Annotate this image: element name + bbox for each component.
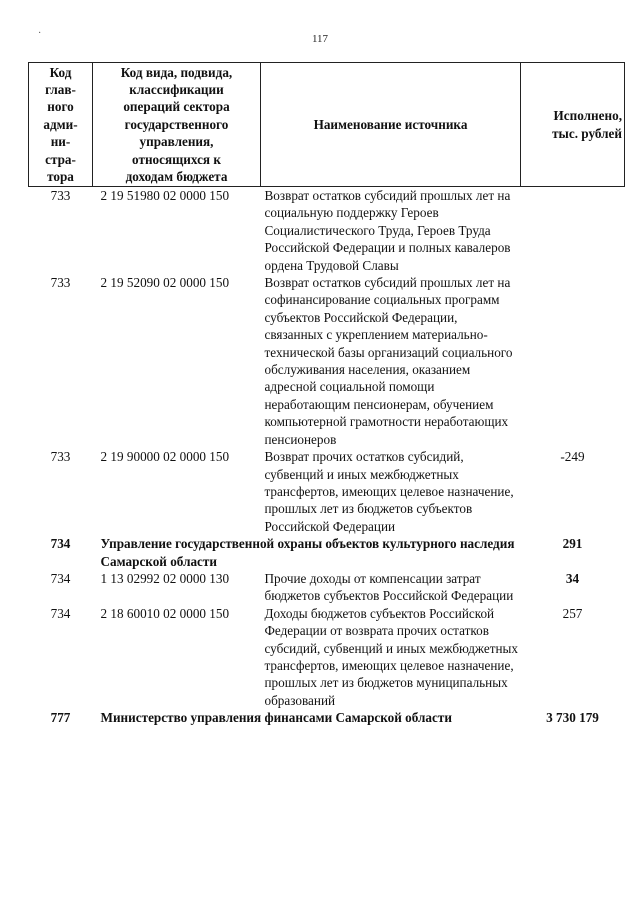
executed-value-cell <box>521 274 625 448</box>
table-row-group <box>29 709 625 726</box>
table-row-group <box>29 535 625 570</box>
admin-code-cell: 734 <box>50 536 71 552</box>
table-row <box>29 570 625 605</box>
kind-code-cell: 2 19 51980 02 0000 150 <box>100 188 230 203</box>
kind-code-cell: 2 19 52090 02 0000 150 <box>100 275 230 291</box>
executed-value-cell: 3 730 179 <box>546 710 599 726</box>
header-admin-code: Код глав- ного адми- ни- стра- тора <box>29 63 93 187</box>
executed-value-cell: 34 <box>565 570 580 586</box>
table-row <box>29 274 625 448</box>
admin-code-cell: 734 <box>50 570 71 586</box>
source-name-cell: Возврат прочих остатков субсидий, субвенций и иных межбюджетных трансфертов, имеющих целевое назначение, прошлых лет из бюджетов субъектов Российской Федерации <box>264 449 514 534</box>
kind-code-cell: 2 19 90000 02 0000 150 <box>100 449 230 465</box>
group-name-cell: Министерство управления финансами Самарской области <box>100 710 452 726</box>
header-kind-code: Код вида, подвида, классификации операций сектора государственного управления, относящихся к доходам бюджета <box>93 63 261 187</box>
scan-speck: · <box>38 28 42 39</box>
source-name-cell: Доходы бюджетов субъектов Российской Федерации от возврата прочих остатков субсидий, субвенций и иных межбюджетных трансфертов, имеющих целевое назначение, прошлых лет из бюджетов муниципальных образований <box>264 605 518 708</box>
admin-code-cell: 734 <box>50 605 71 621</box>
kind-code-cell: 1 13 02992 02 0000 130 <box>100 570 230 586</box>
table-body <box>29 187 625 727</box>
revenue-sources-table <box>28 62 625 727</box>
admin-code-cell: 733 <box>50 275 71 291</box>
table-header <box>29 63 625 187</box>
executed-value-cell <box>521 187 625 275</box>
kind-code-cell: 2 18 60010 02 0000 150 <box>100 605 230 621</box>
admin-code-cell: 733 <box>50 449 71 465</box>
source-name-cell: Возврат остатков субсидий прошлых лет на социальную поддержку Героев Социалистического Труда, Героев Труда Российской Федерации и полных кавалеров ордена Трудовой Славы <box>264 188 511 273</box>
source-name-cell: Прочие доходы от компенсации затрат бюджетов субъектов Российской Федерации <box>264 570 514 604</box>
header-source-name: Наименование источника <box>261 63 521 187</box>
executed-value-cell: 291 <box>562 536 583 552</box>
executed-value-cell: -249 <box>560 449 585 465</box>
table-row <box>29 448 625 535</box>
page-number: 117 <box>311 33 329 45</box>
table-row <box>29 605 625 709</box>
admin-code-cell: 733 <box>50 188 71 203</box>
group-name-cell: Управление государственной охраны объектов культурного наследия Самарской области <box>100 536 515 569</box>
source-name-cell: Возврат остатков субсидий прошлых лет на софинансирование социальных программ субъектов Российской Федерации, связанных с укреплением материально-технической базы организаций социального обслуживания населения, оказанием адресной социальной помощи неработающим пенсионерам, обучением компьютерной грамотности неработающих пенсионеров <box>264 275 513 447</box>
executed-value-cell: 257 <box>562 605 583 621</box>
admin-code-cell: 777 <box>50 710 71 726</box>
header-executed: Исполнено, тыс. рублей <box>521 63 625 187</box>
table-row <box>29 187 625 275</box>
